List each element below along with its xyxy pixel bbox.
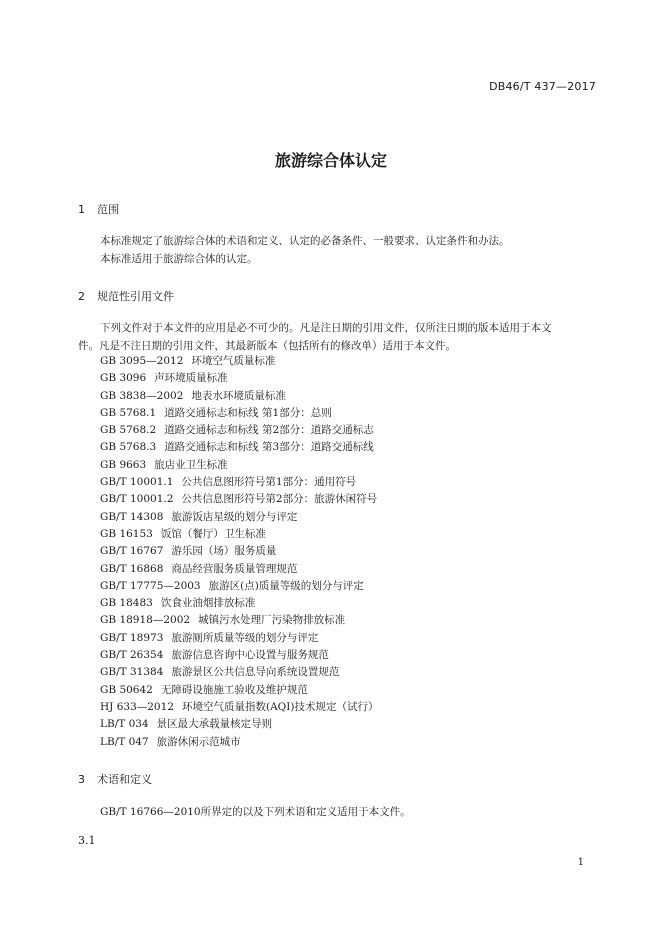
reference-code: GB/T 14308 xyxy=(100,510,164,523)
section-2-intro xyxy=(78,320,602,355)
reference-item xyxy=(100,682,379,699)
reference-item xyxy=(100,526,379,543)
reference-name: 旅游休闲示范城市 xyxy=(156,735,241,748)
reference-name: 道路交通标志和标线 第1部分：总则 xyxy=(164,406,332,419)
section-2-heading xyxy=(78,288,174,304)
section-number: 1 xyxy=(78,203,85,216)
reference-code: GB/T 10001.2 xyxy=(100,493,174,506)
reference-name: 旅店业卫生标准 xyxy=(154,458,228,471)
reference-item xyxy=(100,699,379,716)
reference-item xyxy=(100,630,379,647)
reference-code: GB 3838—2002 xyxy=(100,389,184,402)
reference-code: GB 5768.1 xyxy=(100,406,157,419)
reference-item xyxy=(100,716,379,733)
doc-code: DB46/T 437—2017 xyxy=(489,80,596,93)
reference-item xyxy=(100,595,379,612)
reference-item xyxy=(100,561,379,578)
reference-code: GB/T 16767 xyxy=(100,545,164,558)
reference-name: 城镇污水处理厂污染物排放标准 xyxy=(198,614,346,627)
page-number: 1 xyxy=(577,857,584,868)
document-title: 旅游综合体认定 xyxy=(274,151,387,170)
section-3-intro xyxy=(78,804,602,822)
section-1-heading xyxy=(78,201,119,217)
reference-name: 公共信息图形符号第1部分：通用符号 xyxy=(181,476,357,489)
reference-code: GB 18483 xyxy=(100,597,153,610)
reference-code: GB/T 10001.1 xyxy=(100,476,174,489)
reference-name: 环境空气质量指数(AQI)技术规定（试行） xyxy=(181,700,379,713)
reference-code: GB 3096 xyxy=(100,372,147,385)
reference-name: 声环境质量标准 xyxy=(154,372,228,385)
reference-item xyxy=(100,543,379,560)
reference-item xyxy=(100,509,379,526)
reference-name: 旅游饭店星级的划分与评定 xyxy=(171,510,298,523)
reference-item xyxy=(100,734,379,751)
section-title: 术语和定义 xyxy=(97,773,152,786)
reference-name: 游乐园（场）服务质量 xyxy=(171,545,277,558)
reference-item xyxy=(100,664,379,681)
reference-code: GB 50642 xyxy=(100,683,153,696)
section-3-heading xyxy=(78,771,152,787)
reference-name: 旅游景区公共信息导向系统设置规范 xyxy=(171,666,340,679)
paragraph: 本标准适用于旅游综合体的认定。 xyxy=(100,252,258,265)
reference-item xyxy=(100,353,379,370)
paragraph-line: 件。凡是不注日期的引用文件，其最新版本（包括所有的修改单）适用于本文件。 xyxy=(78,339,456,352)
reference-code: GB/T 18973 xyxy=(100,631,164,644)
reference-item xyxy=(100,422,379,439)
reference-name: 公共信息图形符号第2部分：旅游休闲符号 xyxy=(181,493,378,506)
reference-code: LB/T 047 xyxy=(100,735,149,748)
reference-name: 商品经营服务质量管理规范 xyxy=(171,562,298,575)
reference-code: GB 16153 xyxy=(100,527,153,540)
reference-item xyxy=(100,439,379,456)
reference-name: 饭馆（餐厅）卫生标准 xyxy=(160,527,266,540)
reference-name: 环境空气质量标准 xyxy=(191,355,276,367)
reference-code: LB/T 034 xyxy=(100,718,149,731)
reference-name: 地表水环境质量标准 xyxy=(191,389,286,402)
reference-item xyxy=(100,370,379,387)
reference-code: GB 18918—2002 xyxy=(100,614,191,627)
reference-code: GB/T 17775—2003 xyxy=(100,579,201,592)
section-title: 规范性引用文件 xyxy=(97,290,174,303)
reference-name: 饮食业油烟排放标准 xyxy=(160,597,256,610)
reference-code: GB 9663 xyxy=(100,458,147,471)
reference-list xyxy=(100,353,379,751)
reference-code: GB/T 16868 xyxy=(100,562,164,575)
reference-name: 旅游信息咨询中心设置与服务规范 xyxy=(171,649,329,662)
subsection-number: 3.1 xyxy=(78,834,96,847)
reference-item xyxy=(100,474,379,491)
reference-item xyxy=(100,405,379,422)
section-number: 3 xyxy=(78,773,85,786)
reference-name: 旅游厕所质量等级的划分与评定 xyxy=(171,631,319,644)
reference-code: GB/T 26354 xyxy=(100,649,164,662)
reference-item xyxy=(100,491,379,508)
reference-name: 景区最大承载量核定导则 xyxy=(156,718,273,731)
reference-code: GB 5768.3 xyxy=(100,441,157,454)
reference-item xyxy=(100,612,379,629)
reference-name: 旅游区(点)质量等级的划分与评定 xyxy=(208,579,364,592)
reference-item xyxy=(100,647,379,664)
reference-item xyxy=(100,457,379,474)
reference-code: GB 5768.2 xyxy=(100,424,157,437)
reference-item xyxy=(100,578,379,595)
section-1-body xyxy=(78,233,602,268)
reference-code: GB/T 31384 xyxy=(100,666,164,679)
reference-name: 道路交通标志和标线 第2部分：道路交通标志 xyxy=(164,424,374,437)
reference-name: 无障碍设施施工验收及维护规范 xyxy=(160,683,308,696)
paragraph: GB/T 16766—2010所界定的以及下列术语和定义适用于本文件。 xyxy=(100,806,411,818)
reference-code: HJ 633—2012 xyxy=(100,700,174,713)
reference-code: GB 3095—2012 xyxy=(100,355,184,367)
paragraph: 本标准规定了旅游综合体的术语和定义、认定的必备条件、一般要求、认定条件和办法。 xyxy=(100,235,510,247)
section-number: 2 xyxy=(78,290,85,303)
reference-item xyxy=(100,388,379,405)
reference-name: 道路交通标志和标线 第3部分：道路交通标线 xyxy=(164,441,374,454)
section-title: 范围 xyxy=(97,203,119,216)
paragraph-line: 下列文件对于本文件的应用是必不可少的。凡是注日期的引用文件，仅所注日期的版本适用于本文 xyxy=(100,322,552,334)
